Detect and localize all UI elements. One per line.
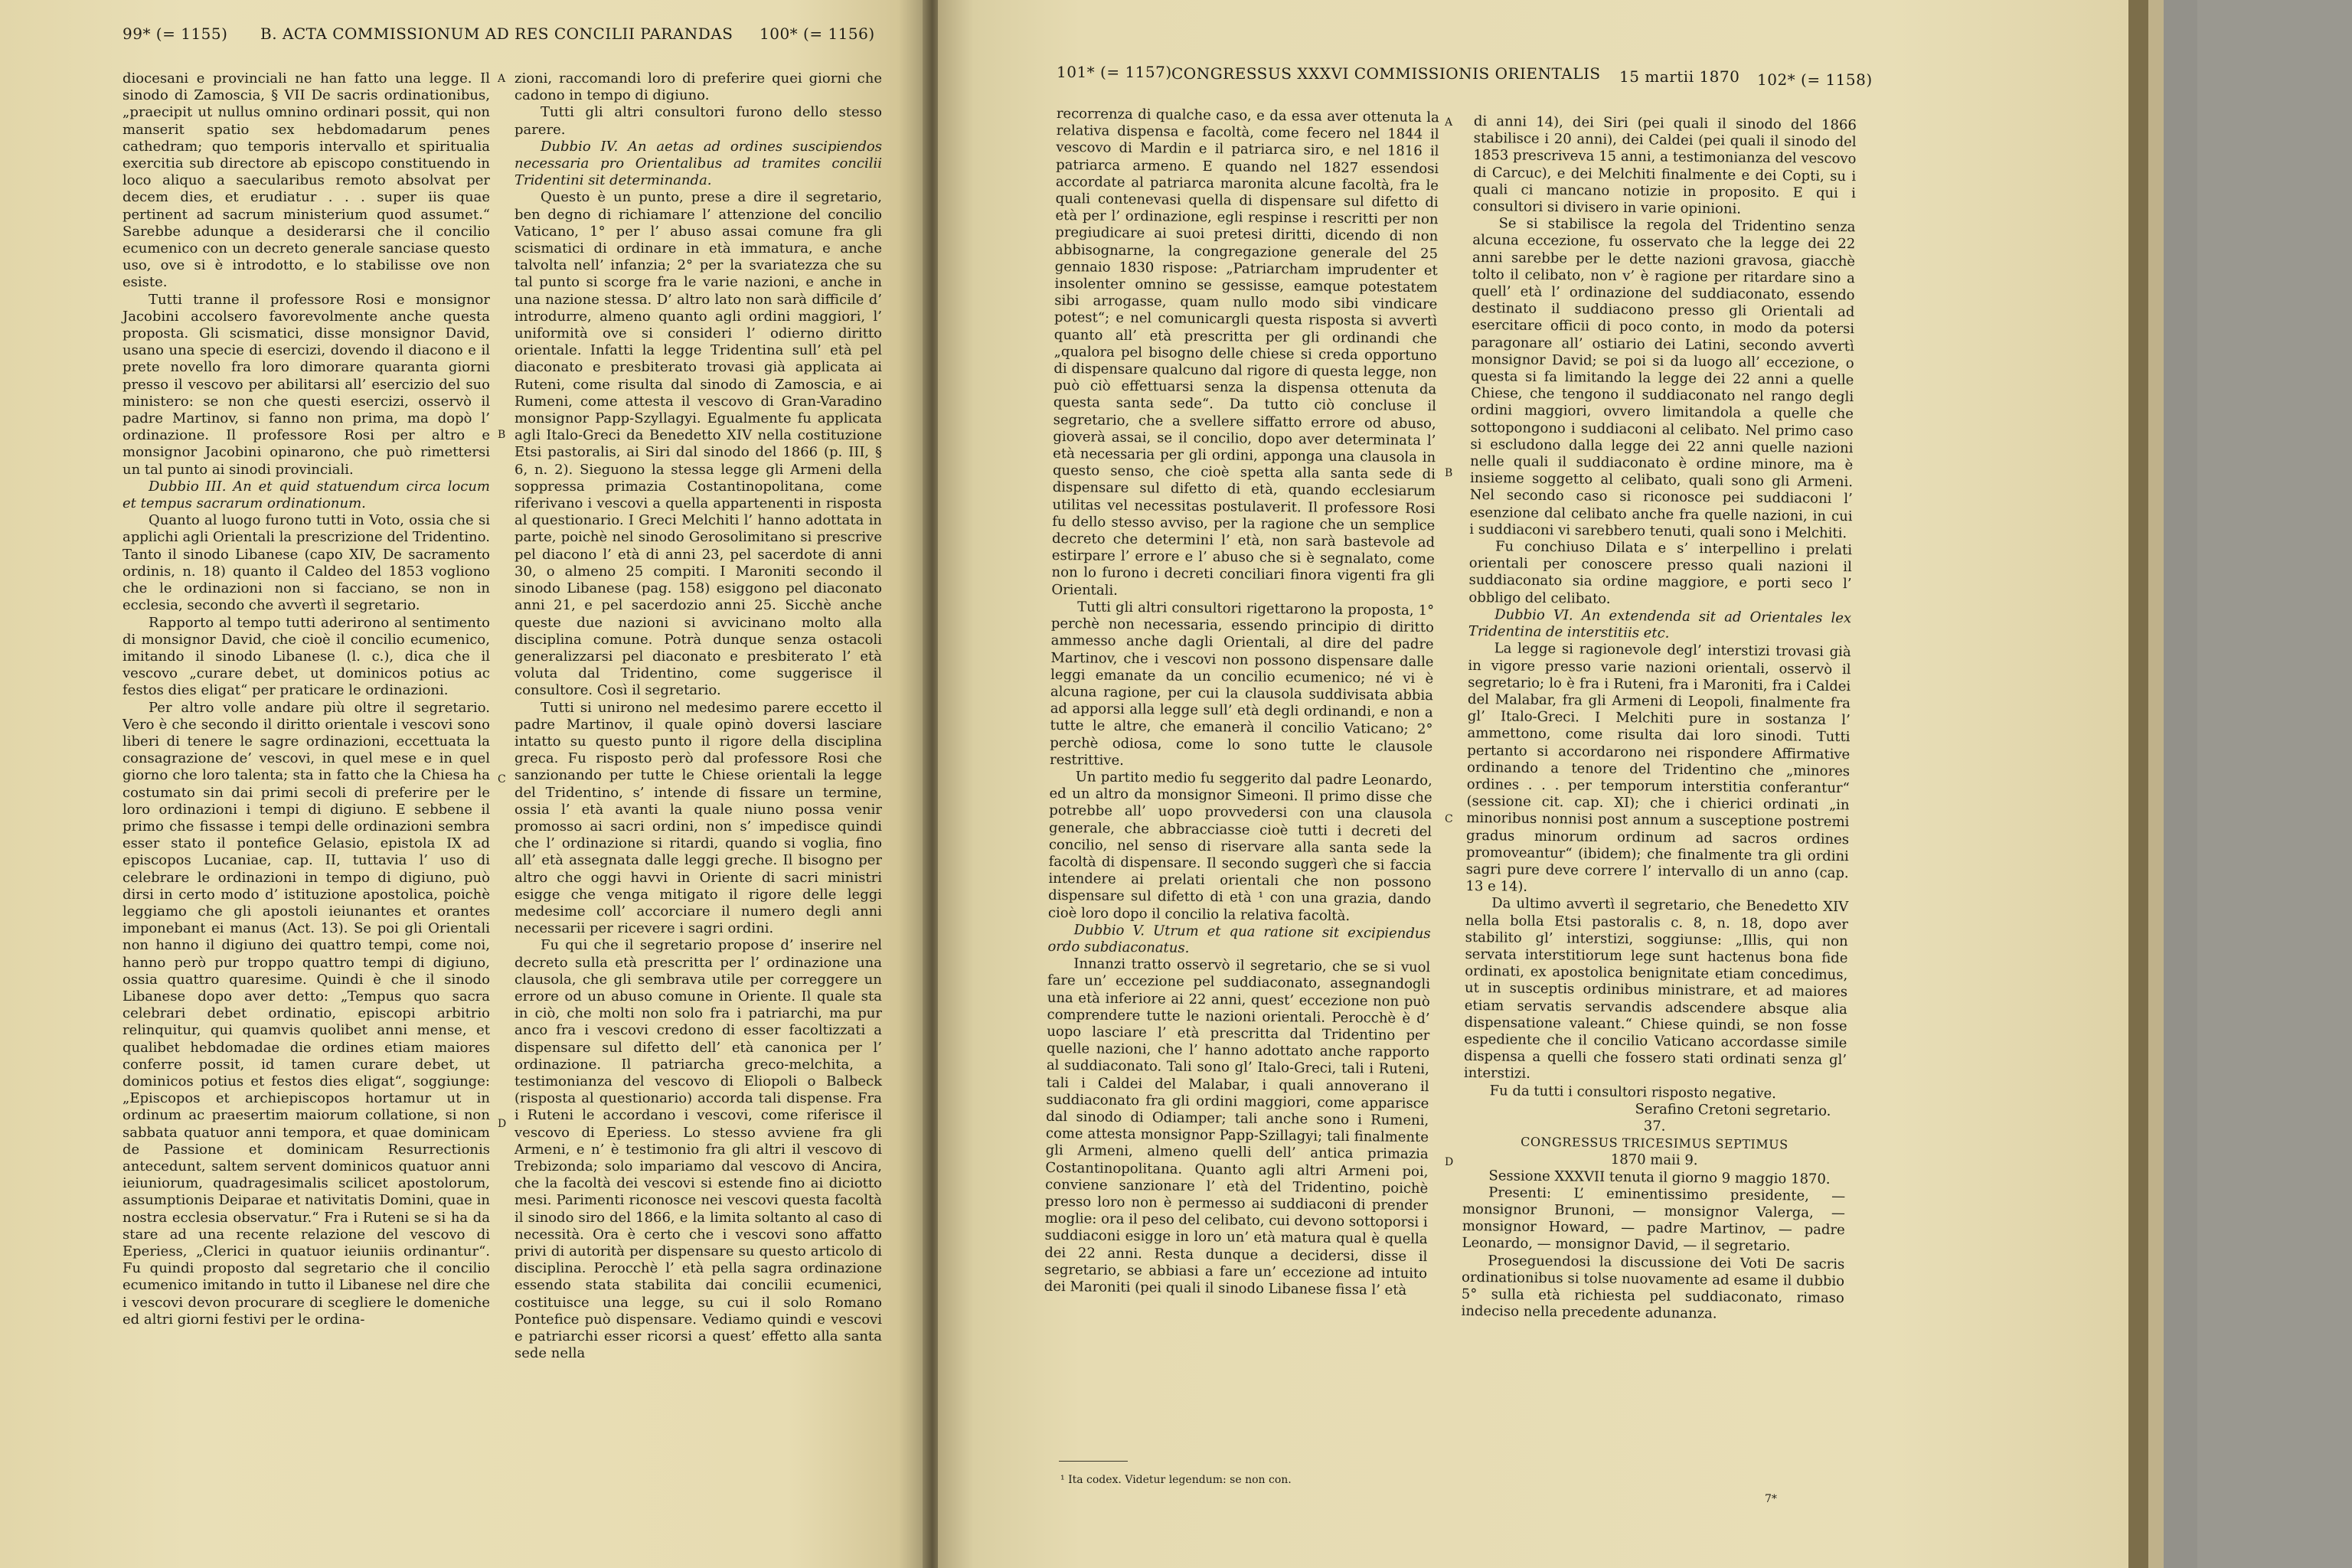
paragraph: Se si stabilisce la regola del Tridentino senza alcuna eccezione, fu osservato che la legge dei 22 anni sarebbe per le dette nazioni gravosa, giacchè tolto il celibato, non v’ è ragione per ritardare sino a quell’ età l’ ordinazione del suddiaconato, essendo destinato il suddiacono presso gli Orientali ad esercitare officii di poco conto, in modo da potersi paragonare all’ ostiario dei Latini, secondo avvertì monsignor David; se poi si da luogo all’ eccezione, o questa si fa limitando la legge dei 22 anni a quelle Chiese, che tengono il suddiaconato nel rango degli ordini maggiori, ovvero limitandola a quelle che sottopongono i suddiaconi al celibato. Nel primo caso si escludono dalla legge dei 22 anni quelle nazioni nelle quali il suddiaconato è ordine minore, ma è insieme soggetto al celibato, quali sono gli Armeni. Nel secondo caso si riconosce pei suddiaconi l’ esenzione dal celibato anche fra quelle nazioni, in cui i suddiaconi vi sarebbero tenuti, quali sono i Melchiti. — [1469, 215, 1856, 542]
dubbio-heading: Dubbio VI. An extendenda sit ad Orientales lex Tridentina de interstitiis etc. — [1468, 606, 1852, 642]
margin-letter: C — [498, 773, 506, 786]
margin-letter: A — [1445, 116, 1453, 129]
margin-letter: C — [1445, 813, 1453, 825]
paragraph: Da ultimo avvertì il segretario, che Benedetto XIV nella bolla Etsi pastoralis c. 8, n. 18, dopo aver stabilito gl’ interstizi, soggiunse: „Illis, qui non servata interstitiorum lege sunt hactenus bona fide ordinati, ex apostolica benignitate etiam concedimus, ut in susceptis ordinibus ministrare, et ad maiores etiam servatis servandis adscendere absque alia dispensatione valeant.“ Chiese quindi, se non fosse espediente che il concilio Vaticano accordasse simile dispensa a quelli che fossero stati ordinati senza gl’ interstizi. — [1463, 895, 1849, 1083]
paragraph: Quanto al luogo furono tutti in Voto, ossia che si applichi agli Orientali la prescrizione del Tridentino. Tanto il sinodo Libanese (capo XIV, De sacramento ordinis, n. 18) quanto il Caldeo del 1853 vogliono che le ordinazioni non si facciano, se non in ecclesia, secondo che avvertì il segretario. — [122, 512, 490, 614]
margin-letter: D — [1445, 1156, 1454, 1168]
left-page-number-right: 100* (= 1156) — [760, 24, 875, 43]
paragraph: Proseguendosi la discussione dei Voti De sacris ordinationibus si tolse nuovamente ad esame il dubbio 5° sulla età richiesta pel suddiaconato, rimaso indeciso nella precedente adunanza. — [1461, 1252, 1845, 1322]
paragraph: recorrenza di qualche caso, e da essa aver ottenuta la relativa dispensa e facoltà, come fecero nel 1844 il vescovo di Mardin e il patriarca siro, e nel 1816 il patriarca armeno. E quando nel 1827 essendosi accordate al patriarca maronita alcune facoltà, fra le quali contenevasi quella di dispensare sul difetto di età per l’ ordinazione, egli respinse i rescritti per non pregiudicare ai suoi pretesi diritti, dicendo di non abbisognarne, la congregazione generale del 25 gennaio 1830 rispose: „Patriarcham imprudenter et insolenter omnino se gessisse, eamque potestatem sibi arrogasse, quam nullo modo sibi vindicare potest“; e nel comunicargli questa risposta si avvertì quanto all’ età prescritta per gli ordinandi che „qualora pel bisogno delle chiese si creda opportuno di dispensare qualcuno dal rigore di questa legge, non può ciò effettuarsi senza la dispensa ottenuta da questa santa sede“. Da tutto ciò concluse il segretario, che a svellere siffatto errore od abuso, gioverà assai, se il concilio, dopo aver determinata l’ età necessaria per gli ordini, apponga una clausola in questo senso, che cioè spetta alla santa sede di dispensare sul difetto di età, quando ecclesiarum utilitas vel necessitas postulaverit. Il professore Rosi fu dello stesso avviso, per la ragione che un semplice decreto che determini l’ età, non sarà bastevole ad estirpare l’ errore e l’ abuso che si è segnalato, come non lo furono i decreti conciliari finora vigenti fra gli Orientali. — [1051, 106, 1439, 599]
right-running-date: 15 martii 1870 — [1619, 67, 1740, 86]
paragraph: Sessione XXXVII tenuta il giorno 9 maggio 1870. — [1488, 1167, 1831, 1187]
sheet-signature: 7* — [1765, 1493, 1777, 1505]
left-page — [0, 0, 926, 1568]
paragraph: diocesani e provinciali ne han fatto una legge. Il sinodo di Zamoscia, § VII De sacris ordinationibus, „praecipit ut nullus omnino ordinari possit, qui non manserit spatio sex hebdomadarum penes cathedram; quo temporis intervallo et spiritualia exercitia sub directore ab episcopo constituendo in loco aliquo a saecularibus remoto absolvat per decem dies, et erudiatur . . . super iis quae pertinent ad sacrum ministerium quod assumet.“ Sarebbe adunque a desiderarsi che il concilio ecumenico con un decreto generale sanciase questo uso, ove si è introdotto, e lo stabilisse ove non esiste. — [122, 70, 490, 291]
paragraph: Fu conchiuso Dilata e s’ interpellino i prelati orientali per conoscere presso quali nazioni il suddiaconato sia ordine maggiore, e porti seco l’ obbligo del celibato. — [1468, 538, 1853, 607]
signature: Serafino Cretoni segretario. — [1635, 1101, 1831, 1119]
paragraph: Fu da tutti i consultori risposto negative. — [1489, 1082, 1777, 1102]
paragraph: Innanzi tratto osservò il segretario, che se si vuol fare un’ eccezione pel suddiaconato, assegnandogli una età inferiore ai 22 anni, quest’ eccezione non può comprendere tutte le nazioni orientali. Perocchè è d’ uopo lasciare l’ età prescritta dal Tridentino per quelle nazioni, che l’ hanno adottato anche rapporto al suddiaconato. Tali sono gl’ Italo-Greci, tali i Ruteni, tali i Caldei del Malabar, i quali annoverano il suddiaconato fra gli ordini maggiori, come apparisce dal sinodo di Odiamper; tali anche sono i Rumeni, come attesta monsignor Papp-Szillagyi; tali finalmente gli Armeni, almeno quelli dell’ antica primazia Costantinopolitana. Quanto agli altri Armeni poi, conviene sanzionare l’ età del Tridentino, poichè presso loro non è permesso ai suddiaconi di prender moglie: ora il peso del celibato, cui devono sottoporsi i suddiaconi esigge in loro un’ età matura qual è quella dei 22 anni. Resta dunque a decidersi, disse il segretario, se abbiasi a fare un’ eccezione ad intuito dei Maroniti (pei quali il sinodo Libanese fissa l’ età — [1044, 956, 1431, 1298]
book-page-edges — [2148, 0, 2164, 1568]
right-page-number: 101* (= 1157) — [1057, 63, 1172, 81]
footnote: ¹ Ita codex. Videtur legendum: se non con. — [1060, 1474, 1292, 1486]
paragraph: Tutti gli altri consultori rigettarono la proposta, 1° perchè non necessaria, essendo principio di diritto ammesso anche dagli Orientali, al dire del padre Martinov, che i vescovi non possono dispensare dalle leggi emanate da un concilio ecumenico; né vi è alcuna ragione, per cui la clausola suddivisata abbia ad apporsi alla legge sull’ età degli ordinandi, e non a tutte le altre, che emanerà il concilio Vaticano; 2° perchè odiosa, come lo sono tutte le clausole restrittive. — [1049, 599, 1435, 769]
left-column-1 — [122, 70, 490, 1328]
margin-letter: B — [1445, 467, 1453, 479]
right-page — [938, 0, 2128, 1568]
margin-letter: B — [498, 429, 506, 441]
paragraph: di anni 14), dei Siri (pei quali il sinodo del 1866 stabilisce i 20 anni), dei Caldei (pei quali il sinodo del 1853 prescriveva 15 anni, a testimonianza del vescovo di Carcuc), e dei Melchiti finalmente e dei Copti, su i quali ci mancano notizie in proposito. E qui i consultori si divisero in varie opinioni. — [1472, 113, 1857, 217]
left-column-2 — [514, 70, 882, 1362]
dubbio-heading: Dubbio V. Utrum et qua ratione sit excipiendus ordo subdiaconatus. — [1047, 922, 1431, 956]
paragraph: zioni, raccomandi loro di preferire quei giorni che cadono in tempo di digiuno. — [514, 70, 882, 104]
right-column-2 — [1461, 113, 1856, 1325]
paragraph: Rapporto al tempo tutti aderirono al sentimento di monsignor David, che cioè il concilio ecumenico, imitando il sinodo Libanese (l. c.), dica che il vescovo „curare debet, ut dominicos potius ac festos dies eligat“ per praticare le ordinazioni. — [122, 614, 490, 699]
section-number: 37. — [1643, 1118, 1666, 1135]
background-surface — [2197, 0, 2352, 1568]
margin-letter: A — [498, 73, 506, 85]
margin-letter: D — [498, 1118, 507, 1130]
paragraph: Tutti tranne il professore Rosi e monsignor Jacobini accolsero favorevolmente anche questa proposta. Gli scismatici, disse monsignor David, usano una specie di esercizi, dovendo il diacono e il prete novello fra loro dimorare quaranta giorni presso il vescovo per abilitarsi all’ esercizio del suo ministero: se non che questi esercizi, osservò il padre Martinov, si fanno non prima, ma dopò l’ ordinazione. Il professore Rosi per altro e monsignor Jacobini opinarono, che può rimettersi un tal punto ai sinodi provinciali. — [122, 291, 490, 478]
section-title: CONGRESSUS TRICESIMUS SEPTIMUS — [1521, 1134, 1788, 1152]
right-page-number-right: 102* (= 1158) — [1757, 70, 1873, 89]
left-running-title: B. ACTA COMMISSIONUM AD RES CONCILII PARANDAS — [260, 24, 733, 43]
dubbio-heading: Dubbio IV. An aetas ad ordines suscipiendos necessaria pro Orientalibus ad tramites concilii Tridentini sit determinanda. — [514, 138, 882, 189]
right-running-title: CONGRESSUS XXXVI COMMISSIONIS ORIENTALIS — [1171, 64, 1601, 83]
footnote-rule — [1059, 1461, 1128, 1462]
dubbio-heading: Dubbio III. An et quid statuendum circa locum et tempus sacrarum ordinationum. — [122, 478, 490, 512]
paragraph: Tutti si unirono nel medesimo parere eccetto il padre Martinov, il quale opinò doversi lasciare intatto su questo punto il rigore della disciplina greca. Fu risposto però dal professore Rosi che sanzionando per tutte le Chiese orientali la legge del Tridentino, s’ intende di fissare un termine, ossia l’ età avanti la quale niuno possa venir promosso ai sacri ordini, non s’ impedisce quindi che l’ ordinazione si ritardi, quando si voglia, fino all’ età assegnata dalle leggi greche. Il bisogno per altro che oggi havvi in Oriente di sacri ministri esigge che venga mitigato il rigore delle leggi medesime coll’ accorciare il numero degli anni necessarii per ricevere i sagri ordini. — [514, 699, 882, 937]
paragraph: Un partito medio fu seggerito dal padre Leonardo, ed un altro da monsignor Simeoni. Il primo disse che potrebbe all’ uopo provvedersi con una clausola generale, che abbracciasse cioè tutti i decreti del concilio, nel senso di riservare alla santa sede la facoltà di dispensare. Il secondo suggerì che si faccia intendere ai prelati orientali che non possono dispensare sul difetto di età ¹ con una grazia, dando cioè loro dopo il concilio la relativa facoltà. — [1047, 769, 1432, 924]
left-page-number: 99* (= 1155) — [122, 24, 228, 43]
paragraph: Tutti gli altri consultori furono dello stesso parere. — [514, 104, 882, 138]
book-cover-edge — [2128, 0, 2148, 1568]
paragraph: Per altro volle andare più oltre il segretario. Vero è che secondo il diritto orientale i vescovi sono liberi di tenere le sagre ordinazioni, eccettuata la consagrazione de’ vescovi, in quel mese e in quel giorno che loro talenta; sta in fatto che la Chiesa ha costumato sin dai primi secoli di preferire per le loro ordinazioni i tempi di digiuno. E sebbene il primo che fissasse i tempi delle ordinazioni sembra esser stato il pontefice Gelasio, epistola IX ad episcopos Lucaniae, cap. II, tuttavia l’ uso di celebrare le ordinazioni in tempo di digiuno, può dirsi in certo modo d’ istituzione apostolica, poichè leggiamo che gli apostoli ieiunantes et orantes imponebant ei manus (Act. 13). Se poi gli Orientali non hanno il digiuno dei quattro tempi, come noi, hanno però pur troppo quattro tempi di digiuno, ossia quattro quaresime. Quindi è che il sinodo Libanese dopo aver detto: „Tempus quo sacra celebrari debet ordinatio, episcopi arbitrio relinquitur, qui quamvis quolibet anni mense, et qualibet hebdomadae die ordines etiam maiores conferre possit, id tamen curare debet, ut dominicos potius et festos dies eligat“, soggiunge: „Episcopos et archiepiscopos hortamur ut in ordinum ac praesertim maiorum collatione, si non sabbata quatuor anni tempora, et quae dominicam de Passione et dominicam Resurrectionis antecedunt, saltem servent dominicos quatuor anni ieiuniorum, quadragesimalis scilicet apostolorum, assumptionis Deiparae et nativitatis Domini, quae in nostra ecclesia observatur.“ Fra i Ruteni se si ha da stare ad una recente relazione del vescovo di Eperiess, „Clerici in quatuor ieiuniis ordinantur“. Fu quindi proposto dal segretario che il concilio ecumenico imitando in tutto il Libanese nel dire che i vescovi devon procurare di scegliere le domeniche ed altri giorni festivi per le ordina- — [122, 699, 490, 1328]
paragraph: Presenti: L’ eminentissimo presidente, — monsignor Brunoni, — monsignor Valerga, — monsignor Howard, — padre Martinov, — padre Leonardo, — monsignor David, — il segretario. — [1462, 1184, 1846, 1255]
right-column-1 — [1044, 106, 1439, 1299]
paragraph: La legge si ragionevole degl’ interstizi trovasi già in vigore presso varie nazioni orientali, osservò il segretario; lo è fra i Ruteni, fra i Maroniti, fra i Caldei del Malabar, fra gli Armeni di Leopoli, finalmente fra gl’ Italo-Greci. I Melchiti pure in sostanza l’ ammettono, come risulta dai loro sinodi. Tutti pertanto si accordarono nei rispondere Affirmative ordinando a tenore del Tridentino che „minores ordines . . . per temporum interstitia conferantur“ (sessione cit. cap. XI); che i chierici ordinati „in minoribus nonnisi post annum a susceptione postremi gradus minorum ordinum ad sacros ordines promoveantur“ (ibidem); che finalmente tra gli ordini sagri pure deve correre l’ intervallo di un anno (cap. 13 e 14). — [1465, 640, 1851, 895]
section-date: 1870 maii 9. — [1610, 1152, 1698, 1169]
paragraph: Fu qui che il segretario propose d’ inserire nel decreto sulla età prescritta per l’ ordinazione una clausola, che gli sembrava utile per correggere un errore od un abuso comune in Oriente. Il quale sta in ciò, che molti non solo fra i patriarchi, ma pur anco fra i vescovi credono di esser facoltizzati a dispensare sul difetto dell’ età canonica per l’ ordinazione. Il patriarcha greco-melchita, a testimonianza del vescovo di Eliopoli o Balbeck (risposta al questionario) accorda tali dispense. Fra i Ruteni le accordano i vescovi, come riferisce il vescovo di Eperiess. Lo stesso avviene fra gli Armeni, e n’ è testimonio fra gli altri il vescovo di Trebizonda; solo impariamo dal vescovo di Ancira, che la facoltà dei vescovi si estende fino ai diciotto mesi. Parimenti riconosce nei vescovi questa facoltà il sinodo siro del 1866, e la limita soltanto al caso di necessità. Ora è certo che i vescovi sono affatto privi di autorità per dispensare su questo articolo di disciplina. Perocchè l’ età pella sagra ordinazione essendo stata stabilita dai concilii ecumenici, costituisce una legge, su cui il solo Romano Pontefice può dispensare. Vediamo quindi e vescovi e patriarchi esser ricorsi a quest’ effetto alla santa sede nella — [514, 937, 882, 1362]
paragraph: Questo è un punto, prese a dire il segretario, ben degno di richiamare l’ attenzione del concilio Vaticano, 1° per l’ abuso assai comune fra gli scismatici di ordinare in età immatura, e anche talvolta nell’ infanzia; 2° per la svariatezza che su tal punto si scorge fra le varie nazioni, e anche in una nazione stessa. D’ altro lato non sarà difficile d’ introdurre, almeno quanto agli ordini maggiori, l’ uniformità ove si consideri l’ odierno diritto orientale. Infatti la legge Tridentina sull’ età pel diaconato e presbiterato trovasi già applicata ai Ruteni, come risulta dal sinodo di Zamoscia, e ai Rumeni, come attesta il vescovo di Gran-Varadino monsignor Papp-Szyllagyi. Egualmente fu applicata agli Italo-Greci da Benedetto XIV nella costituzione Etsi pastoralis, ai Siri dal sinodo del 1866 (p. III, § 6, n. 2). Sieguono la stessa legge gli Armeni della soppressa primazia Costantinopolitana, come riferivano i vescovi a quella appartenenti in risposta al questionario. I Greci Melchiti l’ hanno adottata in parte, poichè nel sinodo Gerosolimitano si prescrive pel diacono l’ età di anni 23, pel sacerdote di anni 30, o almeno 25 compiti. I Maroniti secondo il sinodo Libanese (pag. 158) esiggono pel diaconato anni 21, e pel sacerdozio anni 25. Sicchè anche queste due nazioni si avvicinano molto alla disciplina comune. Potrà dunque senza ostacoli generalizzarsi pel diaconato e presbiterato l’ età voluta dal Tridentino, come suggerisce il consultore. Così il segretario. — [514, 189, 882, 699]
